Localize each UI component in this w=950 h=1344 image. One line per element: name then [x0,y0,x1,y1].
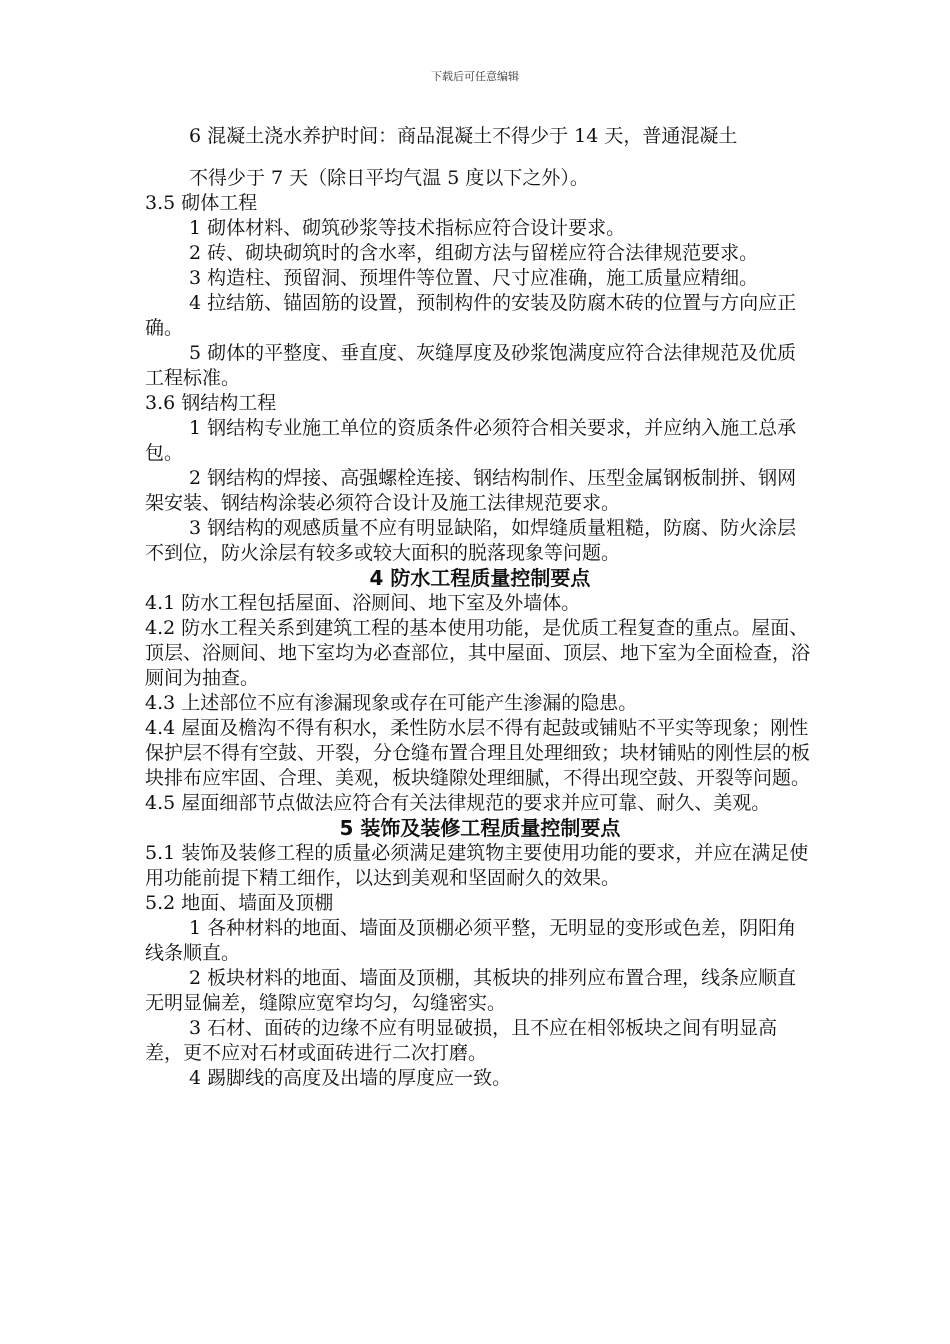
document-body [145,124,815,1091]
list-item: 2 砖、砌块砌筑时的含水率，组砌方法与留槎应符合法律规范要求。 [189,242,759,264]
paragraph: 4.3 上述部位不应有渗漏现象或存在可能产生渗漏的隐患。 [145,692,638,714]
list-item: 3 构造柱、预留洞、预埋件等位置、尺寸应准确，施工质量应精细。 [189,267,759,289]
list-item: 5 砌体的平整度、垂直度、灰缝厚度及砂浆饱满度应符合法律规范及优质工程标准。 [145,342,797,389]
chapter-title: 4 防水工程质量控制要点 [369,566,591,590]
paragraph: 4.5 屋面细部节点做法应符合有关法律规范的要求并应可靠、耐久、美观。 [145,792,771,814]
list-item: 2 钢结构的焊接、高强螺栓连接、钢结构制作、压型金属钢板制拼、钢网架安装、钢结构涂装必须符合设计及施工法律规范要求。 [145,467,797,514]
paragraph: 6 混凝土浇水养护时间：商品混凝土不得少于 14 天，普通混凝土 [189,125,738,147]
list-item: 1 钢结构专业施工单位的资质条件必须符合相关要求，并应纳入施工总承包。 [145,417,797,464]
paragraph: 5.1 装饰及装修工程的质量必须满足建筑物主要使用功能的要求，并应在满足使用功能前提下精工细作，以达到美观和坚固耐久的效果。 [145,842,809,889]
chapter-title: 5 装饰及装修工程质量控制要点 [339,816,621,840]
list-item: 4 踢脚线的高度及出墙的厚度应一致。 [189,1067,512,1089]
list-item: 2 板块材料的地面、墙面及顶棚，其板块的排列应布置合理，线条应顺直无明显偏差，缝隙应宽窄均匀，勾缝密实。 [145,967,797,1014]
paragraph: 4.2 防水工程关系到建筑工程的基本使用功能，是优质工程复查的重点。屋面、顶层、浴厕间、地下室均为必查部位，其中屋面、顶层、地下室为全面检查，浴厕间为抽查。 [145,617,811,689]
section-heading: 3.5 砌体工程 [145,192,258,214]
page-header: 下载后可任意编辑 [431,70,519,83]
paragraph: 不得少于 7 天（除日平均气温 5 度以下之外）。 [189,167,589,189]
paragraph: 4.4 屋面及檐沟不得有积水，柔性防水层不得有起鼓或铺贴不平实等现象；刚性保护层不得有空鼓、开裂，分仓缝布置合理且处理细致；块材铺贴的刚性层的板块排布应牢固、合理、美观，板块缝隙处理细腻，不得出现空鼓、开裂等问题。 [145,717,811,789]
list-item: 1 各种材料的地面、墙面及顶棚必须平整，无明显的变形或色差，阴阳角线条顺直。 [145,917,797,964]
list-item: 3 钢结构的观感质量不应有明显缺陷，如焊缝质量粗糙，防腐、防火涂层不到位，防火涂层有较多或较大面积的脱落现象等问题。 [145,517,797,564]
list-item: 1 砌体材料、砌筑砂浆等技术指标应符合设计要求。 [189,217,626,239]
section-heading: 3.6 钢结构工程 [145,392,277,414]
list-item: 3 石材、面砖的边缘不应有明显破损，且不应在相邻板块之间有明显高差，更不应对石材或面砖进行二次打磨。 [145,1017,778,1064]
list-item: 4 拉结筋、锚固筋的设置，预制构件的安装及防腐木砖的位置与方向应正确。 [145,292,797,339]
paragraph: 4.1 防水工程包括屋面、浴厕间、地下室及外墙体。 [145,592,581,614]
section-heading: 5.2 地面、墙面及顶棚 [145,892,334,914]
